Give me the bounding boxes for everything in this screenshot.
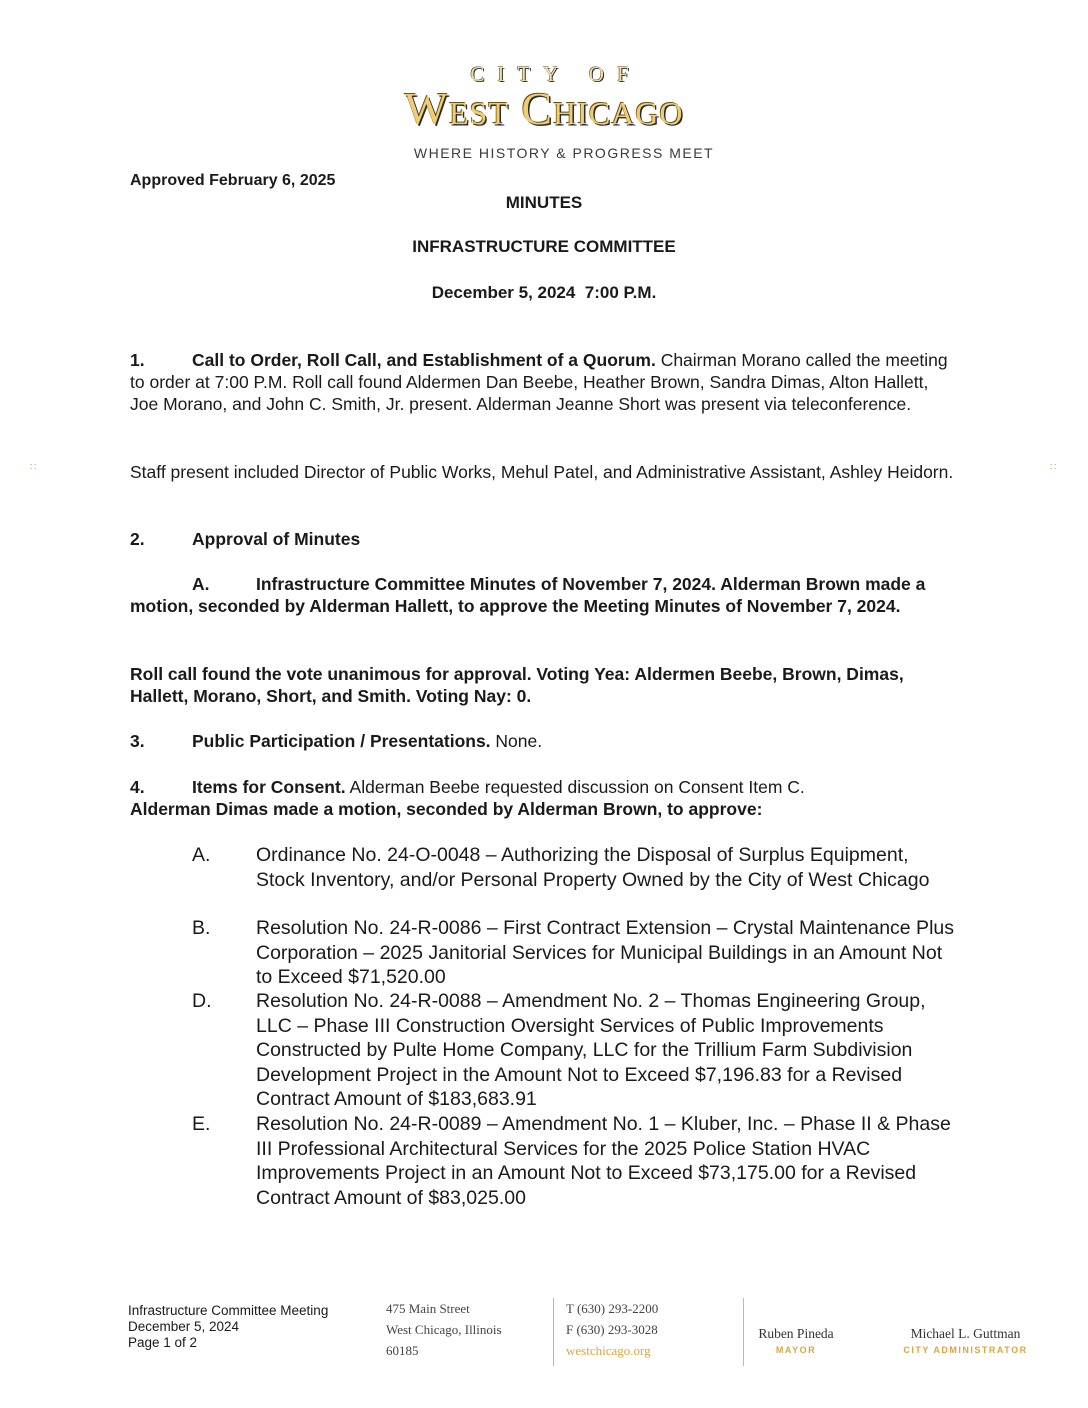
item-letter: A. — [192, 844, 211, 866]
punch-mark-right: ∷ — [1050, 462, 1057, 473]
section-number: 2. — [130, 529, 145, 549]
consent-item — [192, 1112, 962, 1210]
section-body: Chairman Morano called the meeting to order at 7:00 P.M. Roll call found Aldermen Dan Beebe, Heather Brown, Sandra Dimas, Alton Hallett, Joe Morano, and John C. Smith, Jr. present. Alderman Jeanne Short was present via teleconference. — [130, 350, 948, 414]
footer-divider — [743, 1298, 744, 1366]
footer-divider — [553, 1298, 554, 1366]
section-body: Alderman Beebe requested discussion on Consent Item C. — [345, 777, 805, 797]
item-letter: B. — [192, 917, 211, 939]
section-number: 3. — [130, 731, 145, 751]
consent-motion: Alderman Dimas made a motion, seconded by Alderman Brown, to approve: — [130, 799, 763, 819]
minutes-heading: MINUTES — [505, 193, 583, 212]
footer-mayor — [748, 1326, 844, 1355]
item-letter: D. — [192, 990, 212, 1012]
staff-present: Staff present included Director of Public Works, Mehul Patel, and Administrative Assistant, Ashley Heidorn. — [130, 462, 954, 482]
item-text: Resolution No. 24-R-0086 – First Contract Extension – Crystal Maintenance Plus Corporation – 2025 Janitorial Services for Municipal Buildings in an Amount Not to Exceed $71,520.00 — [256, 917, 954, 988]
section-body: None. — [490, 731, 543, 751]
section-title: Approval of Minutes — [192, 529, 361, 549]
section-title: Public Participation / Presentations. — [192, 731, 491, 751]
item-letter: E. — [192, 1113, 211, 1135]
mayor-name: Ruben Pineda — [758, 1326, 834, 1341]
footer-meeting-date: December 5, 2024 — [128, 1319, 240, 1334]
section-items-for-consent — [130, 776, 960, 798]
item-text: Infrastructure Committee Minutes of November 7, 2024. Alderman Brown made a motion, seconded by Alderman Hallett, to approve the Meeting Minutes of November 7, 2024. — [130, 574, 926, 616]
footer-contact — [566, 1298, 658, 1361]
footer-zip: 60185 — [386, 1343, 419, 1358]
roll-call-vote: Roll call found the vote unanimous for approval. Voting Yea: Aldermen Beebe, Brown, Dimas, Hallett, Morano, Short, and Smith. Voting Nay: 0. — [130, 664, 904, 706]
footer-city: West Chicago, Illinois — [386, 1322, 502, 1337]
minutes-item — [130, 573, 960, 617]
tagline: WHERE HISTORY & PROGRESS MEET — [413, 145, 715, 161]
administrator-name: Michael L. Guttman — [910, 1326, 1021, 1341]
item-text: Resolution No. 24-R-0088 – Amendment No. 2 – Thomas Engineering Group, LLC – Phase III Construction Oversight Services of Public Improvements Constructed by Pulte Home Company, LLC for the Trillium Farm Subdivision Development Project in the Amount Not to Exceed $7,196.83 for a Revised Contract Amount of $183,683.91 — [256, 990, 926, 1110]
section-number: 1. — [130, 350, 145, 370]
approved-date: Approved February 6, 2025 — [130, 172, 336, 189]
footer-fax: F (630) 293-3028 — [566, 1322, 658, 1337]
footer-street: 475 Main Street — [386, 1301, 470, 1316]
footer-meeting-name: Infrastructure Committee Meeting — [128, 1303, 329, 1318]
section-call-to-order — [130, 349, 960, 415]
administrator-title: CITY ADMINISTRATOR — [903, 1345, 1028, 1355]
footer-website-link[interactable]: westchicago.org — [566, 1343, 651, 1358]
committee-heading: INFRASTRUCTURE COMMITTEE — [412, 237, 676, 256]
item-letter: A. — [192, 574, 210, 594]
footer-address — [386, 1298, 502, 1361]
item-text: Ordinance No. 24-O-0048 – Authorizing the Disposal of Surplus Equipment, Stock Inventory, and/or Personal Property Owned by the City of West Chicago — [256, 844, 930, 891]
section-title: Items for Consent. — [192, 777, 346, 797]
section-number: 4. — [130, 777, 145, 797]
meeting-date-heading: December 5, 2024 7:00 P.M. — [431, 283, 657, 302]
footer-meeting-info — [128, 1303, 328, 1351]
consent-item — [192, 843, 962, 892]
consent-item — [192, 989, 962, 1112]
section-title: Call to Order, Roll Call, and Establishment of a Quorum. — [192, 350, 656, 370]
logo-city-of: CITY OF — [470, 62, 642, 86]
section-public-participation — [130, 730, 960, 752]
footer-page-number: Page 1 of 2 — [128, 1335, 198, 1350]
mayor-title: MAYOR — [775, 1345, 817, 1355]
punch-mark-left: ∷ — [30, 462, 37, 473]
consent-item — [192, 916, 962, 990]
footer-city-administrator — [893, 1326, 1038, 1355]
logo-city-name: West Chicago — [404, 83, 684, 134]
footer-phone: T (630) 293-2200 — [566, 1301, 659, 1316]
item-text: Resolution No. 24-R-0089 – Amendment No. 1 – Kluber, Inc. – Phase II & Phase III Professional Architectural Services for the 2025 Police Station HVAC Improvements Project in an Amount Not to Exceed $73,175.00 for a Revised Contract Amount of $83,025.00 — [256, 1113, 951, 1209]
section-approval-of-minutes — [130, 528, 960, 550]
